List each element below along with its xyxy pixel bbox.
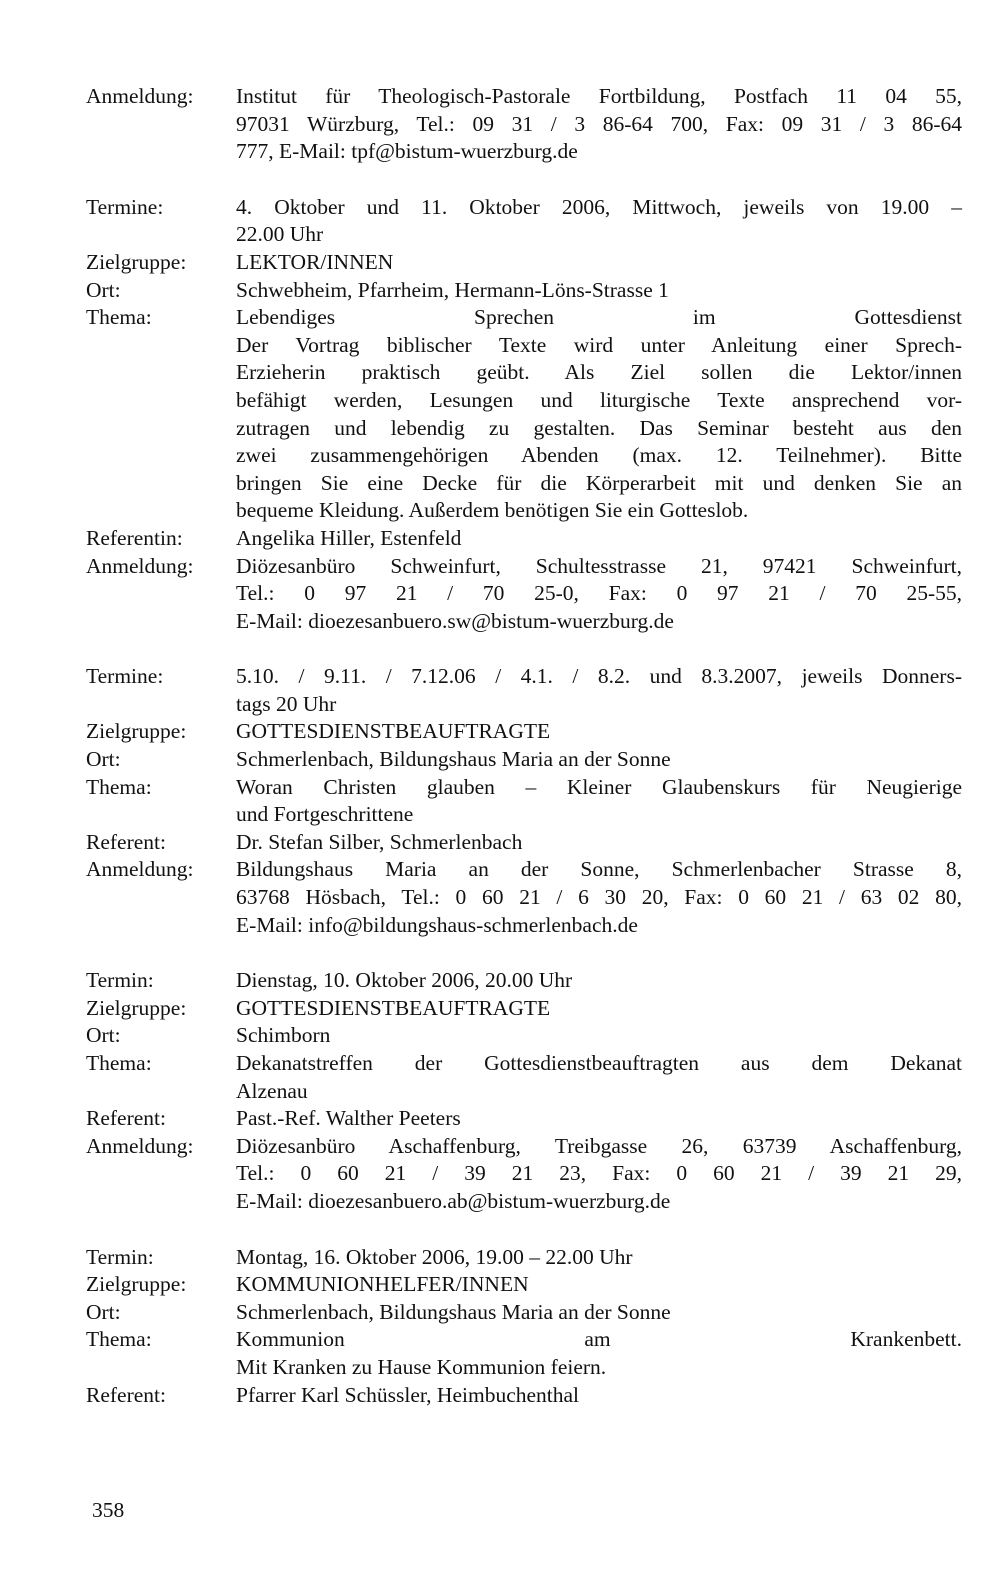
entry-row	[86, 304, 962, 525]
field-value	[236, 1244, 962, 1272]
text-line: bequeme Kleidung. Außerdem benötigen Sie ein Gotteslob.	[236, 498, 749, 523]
field-label: Zielgruppe:	[86, 719, 187, 744]
text-line: E-Mail: info@bildungshaus-schmerlenbach.de	[236, 912, 638, 937]
entry-row	[86, 1271, 962, 1299]
field-value	[236, 1022, 962, 1050]
text-line: Kommunion am Krankenbett.	[236, 1327, 962, 1352]
field-label: Thema:	[86, 1327, 152, 1352]
field-label: Referent:	[86, 1382, 166, 1407]
field-value	[236, 1105, 962, 1133]
entry-row	[86, 83, 962, 166]
text-line: 22.00 Uhr	[236, 222, 324, 247]
field-label: Referentin:	[86, 525, 183, 550]
entry-row	[86, 663, 962, 718]
entry-row	[86, 1382, 962, 1410]
field-label: Anmeldung:	[86, 1133, 194, 1158]
field-value	[236, 829, 962, 857]
field-value	[236, 1299, 962, 1327]
text-line: Schwebheim, Pfarrheim, Hermann-Löns-Strasse 1	[236, 277, 669, 302]
field-label: Zielgruppe:	[86, 249, 187, 274]
field-value	[236, 967, 962, 995]
field-value	[236, 718, 962, 746]
field-label: Anmeldung:	[86, 553, 194, 578]
field-label: Anmeldung:	[86, 857, 194, 882]
entry-row	[86, 249, 962, 277]
event-entry	[86, 967, 962, 1215]
text-line: 5.10. / 9.11. / 7.12.06 / 4.1. / 8.2. und 8.3.2007, jeweils Donners-	[236, 664, 962, 689]
field-value	[236, 995, 962, 1023]
text-line: Mit Kranken zu Hause Kommunion feiern.	[236, 1354, 607, 1379]
field-label: Zielgruppe:	[86, 995, 187, 1020]
text-line: und Fortgeschrittene	[236, 802, 414, 827]
field-value	[236, 746, 962, 774]
entry-row	[86, 856, 962, 939]
text-line: 777, E-Mail: tpf@bistum-wuerzburg.de	[236, 139, 578, 164]
field-label: Thema:	[86, 774, 152, 799]
field-label: Termin:	[86, 968, 154, 993]
text-line: Institut für Theologisch-Pastorale Fortbildung, Postfach 11 04 55,	[236, 84, 962, 108]
field-value	[236, 249, 962, 277]
field-value	[236, 525, 962, 553]
entry-row	[86, 277, 962, 305]
text-line: Erzieherin praktisch geübt. Als Ziel sollen die Lektor/innen	[236, 360, 962, 385]
event-entry	[86, 83, 962, 166]
text-line: 97031 Würzburg, Tel.: 09 31 / 3 86-64 700, Fax: 09 31 / 3 86-64	[236, 111, 962, 136]
text-line: bringen Sie eine Decke für die Körperarbeit mit und denken Sie an	[236, 470, 962, 495]
field-label: Referent:	[86, 829, 166, 854]
entry-row	[86, 829, 962, 857]
text-line: zutragen und lebendig zu gestalten. Das Seminar besteht aus den	[236, 415, 962, 440]
document-page	[86, 83, 962, 1437]
field-value	[236, 856, 962, 939]
entry-row	[86, 553, 962, 636]
event-entry	[86, 663, 962, 939]
text-line: Tel.: 0 97 21 / 70 25-0, Fax: 0 97 21 / 70 25-55,	[236, 581, 962, 606]
text-line: Schmerlenbach, Bildungshaus Maria an der Sonne	[236, 1299, 671, 1324]
text-line: GOTTESDIENSTBEAUFTRAGTE	[236, 995, 551, 1020]
entry-row	[86, 1133, 962, 1216]
entry-row	[86, 1326, 962, 1381]
field-value	[236, 1271, 962, 1299]
text-line: E-Mail: dioezesanbuero.sw@bistum-wuerzburg.de	[236, 608, 674, 633]
field-value	[236, 553, 962, 636]
entry-row	[86, 1244, 962, 1272]
field-label: Anmeldung:	[86, 84, 194, 108]
field-label: Termine:	[86, 194, 164, 219]
field-label: Ort:	[86, 1023, 121, 1048]
field-label: Ort:	[86, 1299, 121, 1324]
field-label: Termine:	[86, 664, 164, 689]
field-label: Thema:	[86, 1051, 152, 1075]
text-line: Schmerlenbach, Bildungshaus Maria an der Sonne	[236, 747, 671, 772]
text-line: 4. Oktober und 11. Oktober 2006, Mittwoch, jeweils von 19.00 –	[236, 194, 962, 219]
entry-row	[86, 1299, 962, 1327]
text-line: Der Vortrag biblischer Texte wird unter Anleitung einer Sprech-	[236, 332, 962, 357]
field-label: Ort:	[86, 277, 121, 302]
text-line: Tel.: 0 60 21 / 39 21 23, Fax: 0 60 21 / 39 21 29,	[236, 1161, 962, 1186]
text-line: Alzenau	[236, 1078, 308, 1103]
text-line: Diözesanbüro Schweinfurt, Schultesstrasse 21, 97421 Schweinfurt,	[236, 553, 962, 578]
field-value	[236, 304, 962, 525]
event-entry	[86, 1244, 962, 1410]
entry-row	[86, 718, 962, 746]
field-value	[236, 1133, 962, 1216]
entry-row	[86, 995, 962, 1023]
field-label: Termin:	[86, 1244, 154, 1269]
field-value	[236, 1382, 962, 1410]
field-value	[236, 83, 962, 166]
text-line: Montag, 16. Oktober 2006, 19.00 – 22.00 Uhr	[236, 1244, 633, 1269]
field-value	[236, 663, 962, 718]
text-line: befähigt werden, Lesungen und liturgische Texte ansprechend vor-	[236, 387, 962, 412]
entry-row	[86, 1105, 962, 1133]
entry-row	[86, 774, 962, 829]
entry-row	[86, 194, 962, 249]
entry-row	[86, 746, 962, 774]
page-number: 358	[92, 1498, 125, 1522]
text-line: Dekanatstreffen der Gottesdienstbeauftragten aus dem Dekanat	[236, 1051, 962, 1075]
text-line: KOMMUNIONHELFER/INNEN	[236, 1272, 529, 1297]
event-entry	[86, 194, 962, 636]
text-line: zwei zusammengehörigen Abenden (max. 12. Teilnehmer). Bitte	[236, 443, 962, 468]
text-line: LEKTOR/INNEN	[236, 249, 394, 274]
text-line: Schimborn	[236, 1023, 331, 1048]
text-line: Pfarrer Karl Schüssler, Heimbuchenthal	[236, 1382, 580, 1407]
text-line: Bildungshaus Maria an der Sonne, Schmerlenbacher Strasse 8,	[236, 857, 962, 882]
field-label: Ort:	[86, 747, 121, 772]
field-value	[236, 277, 962, 305]
entry-row	[86, 1022, 962, 1050]
text-line: Woran Christen glauben – Kleiner Glaubenskurs für Neugierige	[236, 774, 962, 799]
field-value	[236, 1326, 962, 1381]
text-line: Dienstag, 10. Oktober 2006, 20.00 Uhr	[236, 968, 573, 993]
text-line: Dr. Stefan Silber, Schmerlenbach	[236, 829, 523, 854]
field-value	[236, 194, 962, 249]
text-line: 63768 Hösbach, Tel.: 0 60 21 / 6 30 20, Fax: 0 60 21 / 63 02 80,	[236, 885, 962, 910]
text-line: Lebendiges Sprechen im Gottesdienst	[236, 305, 962, 330]
field-value	[236, 774, 962, 829]
entry-row	[86, 1050, 962, 1105]
field-label: Thema:	[86, 305, 152, 330]
field-label: Zielgruppe:	[86, 1272, 187, 1297]
field-label: Referent:	[86, 1106, 166, 1131]
text-line: Diözesanbüro Aschaffenburg, Treibgasse 26, 63739 Aschaffenburg,	[236, 1133, 962, 1158]
text-line: tags 20 Uhr	[236, 691, 337, 716]
entry-row	[86, 525, 962, 553]
text-line: Past.-Ref. Walther Peeters	[236, 1106, 461, 1131]
entry-row	[86, 967, 962, 995]
text-line: Angelika Hiller, Estenfeld	[236, 525, 462, 550]
field-value	[236, 1050, 962, 1105]
text-line: GOTTESDIENSTBEAUFTRAGTE	[236, 719, 551, 744]
text-line: E-Mail: dioezesanbuero.ab@bistum-wuerzburg.de	[236, 1188, 671, 1213]
